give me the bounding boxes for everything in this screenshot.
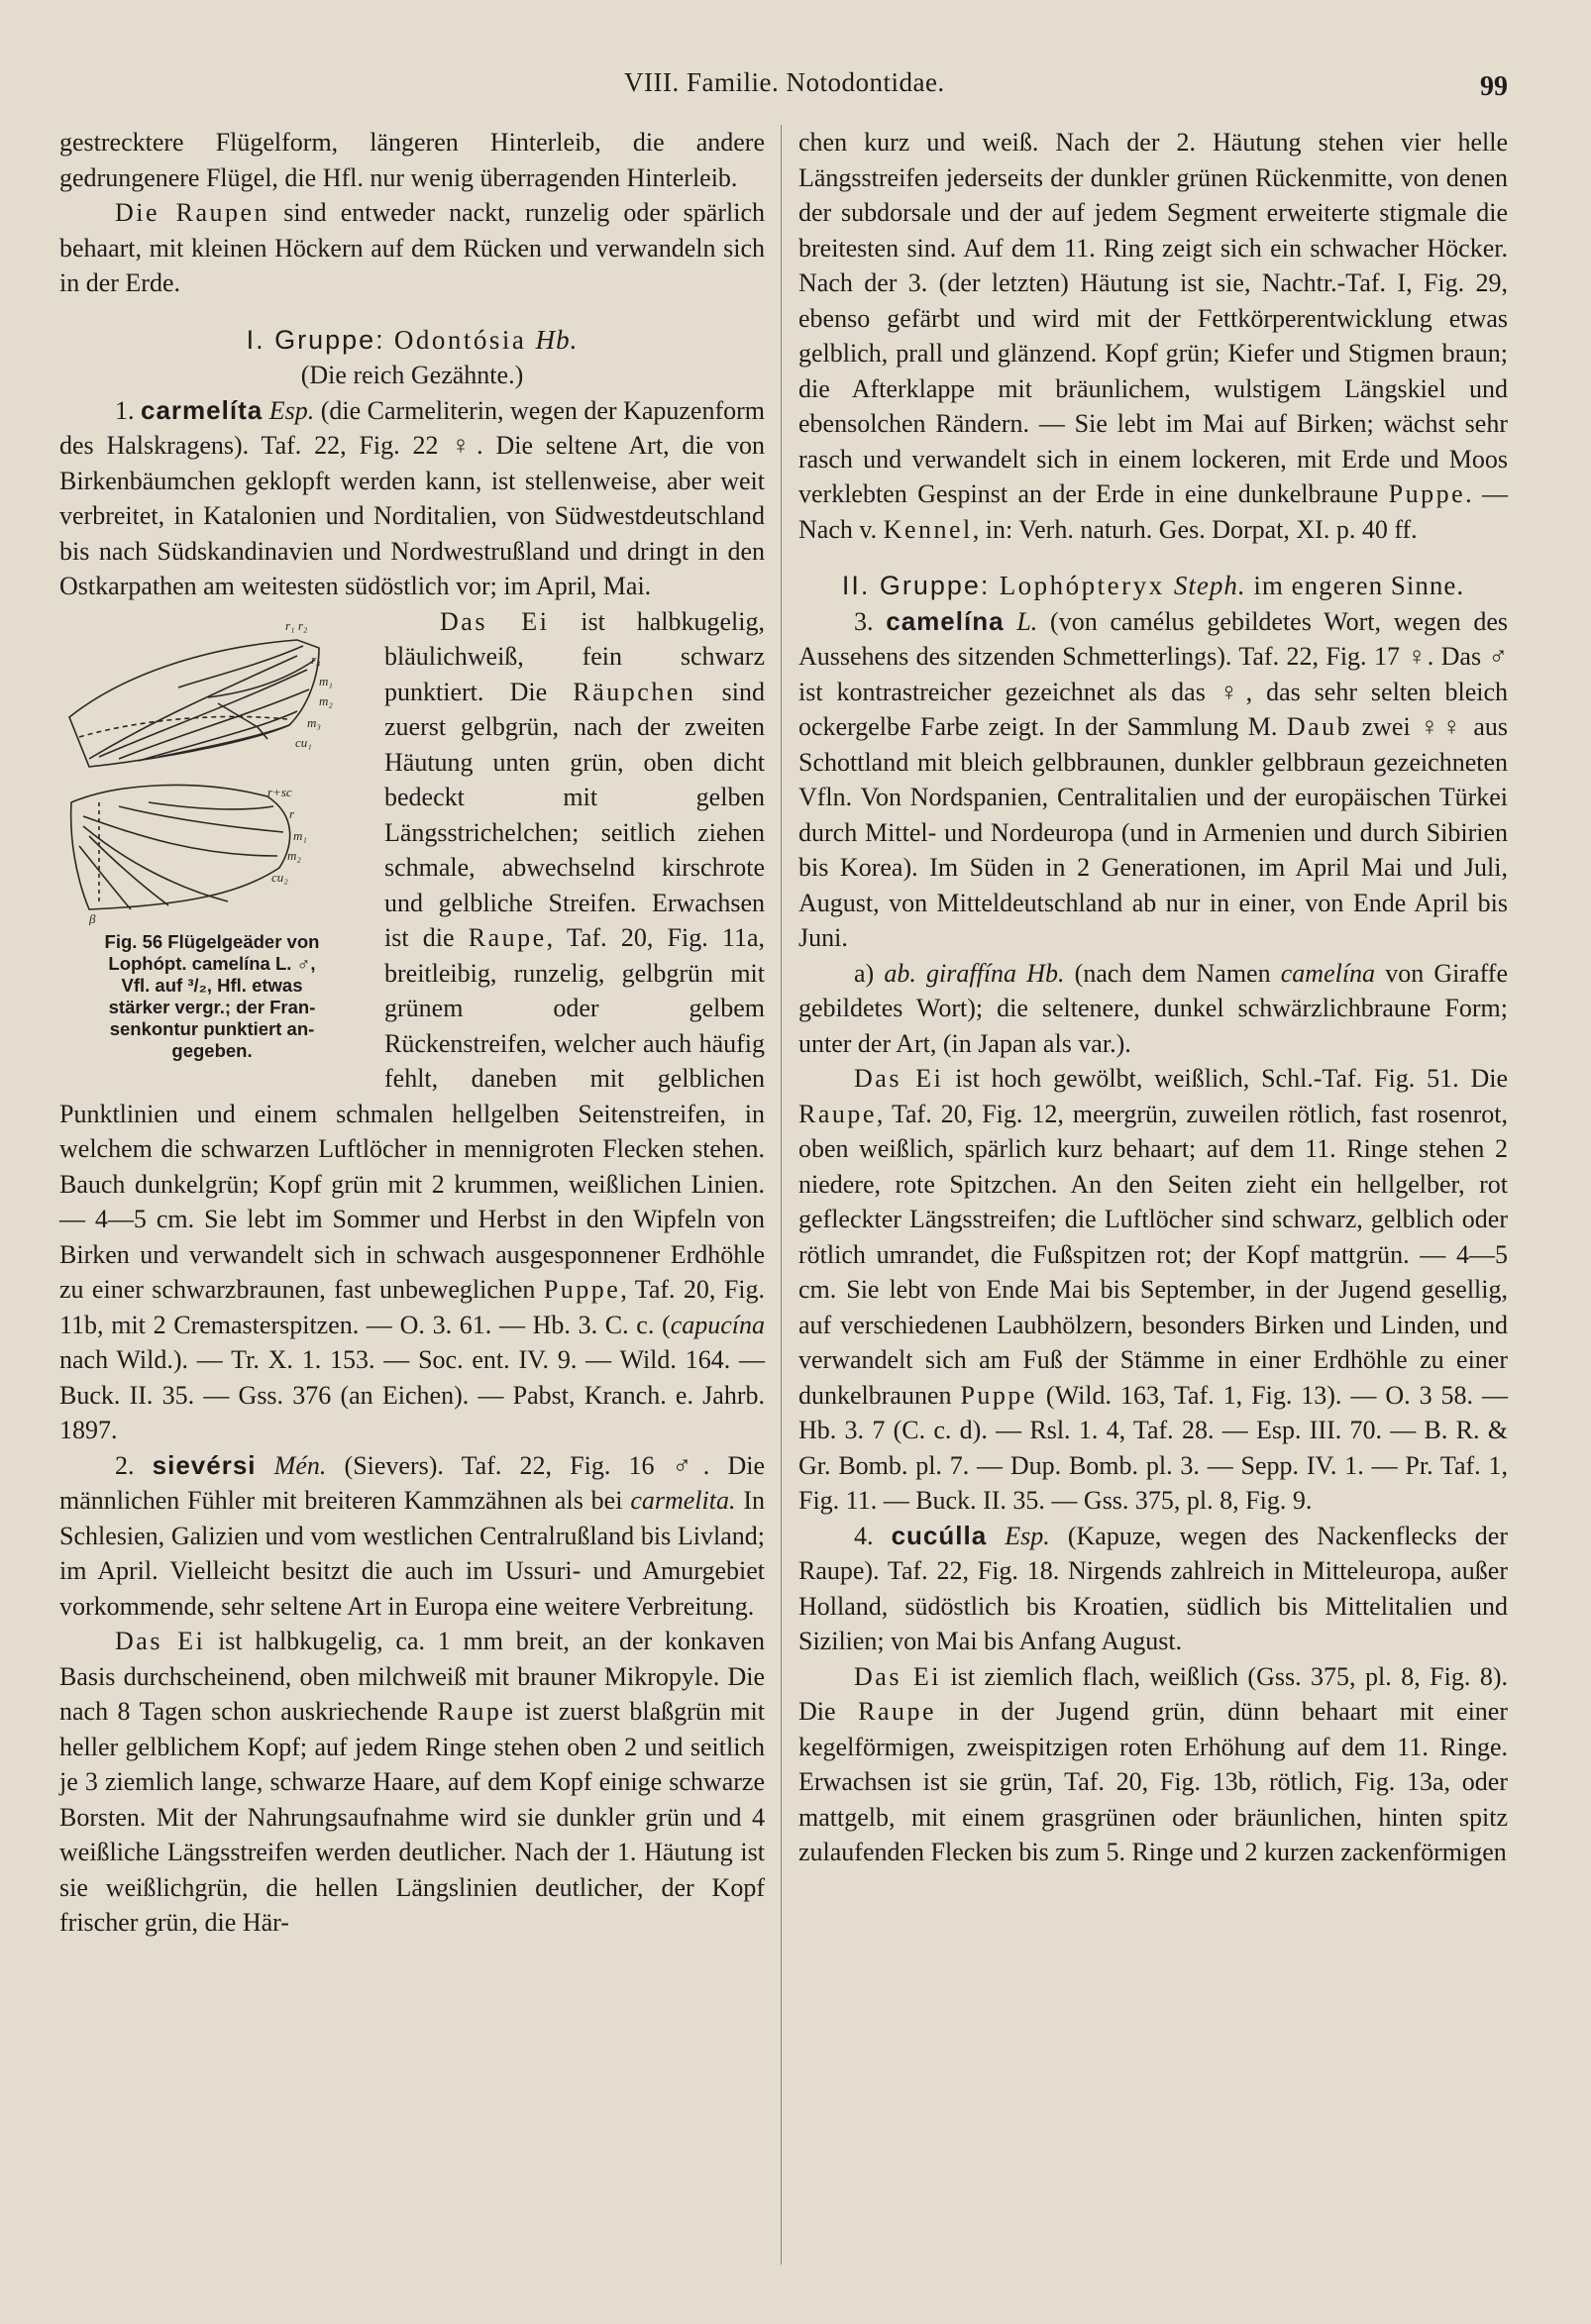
svg-text:r+sc: r+sc — [267, 784, 292, 799]
italic-name: camelína — [1280, 958, 1376, 988]
italic-name: carmelita. — [630, 1486, 736, 1515]
text-run: (Wild. 163, Taf. 1, Fig. 13). — O. 3 58. — Hb. 3. 7 (C. c. d). — Rsl. 1. 4, Taf. 28. — Esp. III. 70. — B. R. & Gr. Bomb. pl. 7. — Dup. Bomb. pl. 3. — Sepp. IV. 1. — Pr. Taf. 1, Fig. 11. — Buck. II. 35. — Gss. 375, pl. 8, Fig. 9. — [798, 1380, 1508, 1515]
term-ei: Das Ei — [854, 1661, 942, 1691]
caterpillar-intro — [59, 195, 765, 301]
term-puppe: Puppe — [543, 1275, 621, 1304]
term-raupen: Die Raupen — [115, 198, 270, 227]
term-raupe: Raupe — [437, 1697, 516, 1726]
term-raeupchen: Räupchen — [573, 677, 696, 706]
svg-text:m₂: m₂ — [287, 847, 301, 863]
group-1-author: Hb. — [535, 324, 579, 355]
left-column — [59, 125, 765, 2265]
camelina-life-history — [798, 1061, 1508, 1519]
svg-text:m₃: m₃ — [307, 714, 321, 730]
caption-line: Lophópt. camelína L. ♂, — [108, 952, 316, 974]
term-ei: Das Ei — [854, 1064, 944, 1093]
species-author: Mén. — [256, 1450, 327, 1480]
text-run: von Giraffe gebildetes Wort); die seltenere, dunkel schwärzlichbraune Form; unter der Art, (in Japan als var.). — [798, 958, 1508, 1058]
family-heading: VIII. Familie. Notodontidae. — [624, 67, 945, 97]
svg-text:r₁ r₂: r₁ r₂ — [285, 617, 308, 633]
camelina-aberration — [798, 956, 1508, 1062]
text-run: zwei ♀♀ aus Schottland mit bleich gelbbraunen, dunkler gelbbraun gezeichneten Vfln. Von Nordspanien, Centralitalien und der europäischen Türkei durch Mittel- und Nordeuropa (und in Armenien und durch Sibirien bis Korea). Im Süden in 2 Generationen, im April Mai und Juli, August, von Mitteldeutschland ab nur in einer, von Ende April bis Juni. — [798, 712, 1508, 952]
svg-text:m₂: m₂ — [319, 692, 333, 708]
intro-paragraph: gestrecktere Flügelform, längeren Hinterleib, die andere gedrungenere Flügel, die Hfl. nur wenig überragenden Hinterleib. — [59, 128, 765, 192]
caption-line: gegeben. — [171, 1039, 253, 1061]
group-1-heading — [59, 323, 765, 359]
text-run: ist ziemlich flach, weißlich (Gss. 375, pl. 8, Fig. 8). Die — [798, 1661, 1508, 1726]
text-run: in der Jugend grün, dünn behaart mit einer kegelförmigen, zweispitzigen roten Erhöhung auf dem 11. Ringe. Erwachsen ist sie grün, Taf. 20, Fig. 13b, rötlich, Fig. 13a, oder mattgelb, mit einem grasgrünen oder bräunlichen, hinten spitz zulaufenden Flecken bis zum 5. Ringe und 2 kurzen zackenförmigen — [798, 1697, 1509, 1866]
species-cucullina — [798, 1519, 1508, 1659]
group-1-genus: Odontósia — [384, 324, 536, 355]
term-raupe: Raupe — [798, 1099, 877, 1128]
cucullina-life-history — [798, 1659, 1508, 1870]
text-run: sind zuerst gelbgrün, nach der zweiten Häutung unten grün, oben dicht bedeckt mit gelben Längsstrichelchen; seitlich ziehen schmale, abwechselnd kirschrote und gelbliche Streifen. Erwachsen ist die — [384, 677, 765, 952]
text-run: , Taf. 20, Fig. 11a, breitleibig, runzelig, gelbgrün mit grünem oder gelbem Rückenstreifen, welcher auch häufig fehlt, daneben mit gelblichen Punktlinien und einem schmalen hellgelben Seitenstreifen, in welchem die schwarzen Luftlöcher in mennigroten Flecken stehen. Bauch dunkelgrün; Kopf grün mit 2 krummen, weißlichen Linien. — 4—5 cm. Sie lebt im Sommer und Herbst in den Wipfeln von Birken und verwandelt sich in schwach ausgesponnener Erdhöhle zu einer schwarzbraunen, fast unbeweglichen — [59, 923, 765, 1304]
caption-line: Vfl. auf ³/₂, Hfl. etwas — [121, 974, 303, 996]
species-author: Esp. — [263, 395, 315, 425]
wing-venation-illustration — [59, 608, 365, 925]
text-run: ist zuerst blaßgrün mit heller gelblichem Kopf; auf jedem Ringe stehen oben 2 und seitlich je 3 ziemlich lange, schwarze Haare, auf dem Kopf einige schwarze Borsten. Mit der Nahrungsaufnahme wird sie dunkler grün und 4 weißliche Längsstreifen werden deutlicher. Nach der 1. Häutung ist sie weißlichgrün, die hellen Längslinien deutlicher, der Kopf frischer grün, die Här- — [59, 1697, 765, 1937]
sieversi-life-history — [59, 1624, 765, 1941]
text-run: ist hoch gewölbt, weißlich, Schl.-Taf. Fig. 51. Die — [943, 1064, 1508, 1093]
text-run: , Taf. 20, Fig. 11b, mit 2 Cremasterspitzen. — O. 3. 61. — Hb. 3. C. c. ( — [59, 1275, 765, 1339]
caption-line: Fig. 56 Flügelgeäder von — [104, 930, 320, 952]
species-name: cucúlla — [891, 1520, 988, 1550]
text-run: , in: Verh. naturh. Ges. Dorpat, XI. p. 40 ff. — [972, 514, 1418, 544]
species-name: sievérsi — [152, 1449, 257, 1480]
italic-name: ab. giraffína Hb. — [884, 958, 1065, 988]
group-2-heading — [798, 569, 1508, 604]
svg-text:m₁: m₁ — [319, 673, 333, 688]
text-run: nach Wild.). — Tr. X. 1. 153. — Soc. ent. IV. 9. — Wild. 164. — Buck. II. 35. — Gss. 376 (an Eichen). — Pabst, Kranch. e. Jahrb. 1897. — [59, 1345, 765, 1444]
species-author: L. — [1004, 606, 1038, 636]
term-puppe: Puppe — [960, 1380, 1037, 1410]
group-2-genus: Lophópteryx — [990, 571, 1174, 600]
right-column — [798, 125, 1508, 2265]
species-number: 2. — [115, 1450, 153, 1480]
text-run: (von camélus gebildetes Wort, wegen des Aussehens des sitzenden Schmetterlings). Taf. 22, Fig. 17 ♀. Das ♂ ist kontrastreicher gezeichnet als das ♀, das sehr selten bleich ockergelbe Farbe zeigt. In der Sammlung M. — [798, 606, 1509, 741]
text-run: , Taf. 20, Fig. 12, meergrün, zuweilen rötlich, fast rosenrot, oben weißlich, spärlich kurz behaart; auf dem 11. Ringe stehen 2 niedere, rote Spitzchen. An den Seiten zieht ein hellgelber, rot gefleckter Längsstreifen; die Luftlöcher sind schwarz, gelblich oder rötlich umrandet, die Fußspitzen rot; der Kopf mattgrün. — 4—5 cm. Sie lebt von Ende Mai bis September, in der Jugend gesellig, auf verschiedenen Laubhölzern, besonders Birken und Linden, und verwandelt sich am Fuß der Stämme in einer Erdhöhle zu einer dunkelbraunen — [798, 1099, 1508, 1410]
species-name: camelína — [886, 605, 1005, 636]
species-number: 4. — [854, 1521, 892, 1550]
term-ei: Das Ei — [440, 606, 550, 636]
svg-text:r₄: r₄ — [311, 651, 321, 667]
term-puppe: Puppe — [1388, 479, 1466, 508]
species-text: (die Carmeliterin, wegen der Kapuzenform des Halskragens). Taf. 22, Fig. 22 ♀. Die seltene Art, die von Birkenbäumchen geklopft werden kann, ist stellenweise, aber weit verbreitet, in Katalonien und Norditalien, von Südwestdeutschland bis nach Südskandinavien und Nordwestrußland und dringt in den Ostkarpathen am weitesten südöstlich vor; im April, Mai. — [59, 395, 765, 600]
author-daub: Daub — [1286, 712, 1353, 741]
svg-text:cu₁: cu₁ — [295, 734, 312, 750]
text-run: a) — [854, 958, 885, 988]
text-run: (Sievers). Taf. 22, Fig. 16 ♂. Die männlichen Fühler mit breiteren Kammzähnen als bei — [59, 1450, 766, 1515]
species-camelina — [798, 604, 1508, 956]
italic-name: capucína — [670, 1310, 765, 1339]
species-number: 3. — [854, 606, 887, 636]
author-kennel: Kennel — [883, 514, 973, 544]
figure-caption — [59, 931, 365, 1062]
species-sieversi — [59, 1448, 765, 1625]
svg-text:β: β — [89, 910, 96, 925]
text-run: chen kurz und weiß. Nach der 2. Häutung stehen vier helle Längsstreifen jederseits der dunkler grünen Rückenmitte, von denen der subdorsale und der auf jedem Segment erweiterte stigmale die breitesten sind. Auf dem 11. Ring zeigt sich ein schwacher Höcker. Nach der 3. (der letzten) Häutung ist sie, Nachtr.-Taf. I, Fig. 29, ebenso gefärbt und wird mit der Fettkörperentwicklung etwas gelblich, prall und glänzend. Kopf grün; Kiefer und Stigmen braun; die Afterklappe mit bräunlichem, wulstigem Längskiel und ebensolchen Rändern. — Sie lebt im Mai auf Birken; wächst sehr rasch und verwandelt sich in einem lockeren, mit Erde und Moos verklebten Gespinst an der Erde in eine dunkelbraune — [798, 128, 1508, 508]
term-raupe: Raupe — [858, 1697, 937, 1726]
text-run: . — Nach v. — [798, 479, 1509, 544]
svg-text:r: r — [289, 805, 295, 821]
group-1-label: I. Gruppe: — [246, 324, 385, 355]
group-1-subtitle: (Die reich Gezähnte.) — [300, 361, 524, 389]
species-name: carmelíta — [141, 394, 264, 425]
text-run: ist halbkugelig, bläulichweiß, fein schwarz punktiert. Die — [384, 606, 765, 706]
text-run: (nach dem Namen — [1064, 958, 1281, 988]
text-run: ist halbkugelig, ca. 1 mm breit, an der konkaven Basis durchscheinend, oben milchweiß mit brauner Mikropyle. Die nach 8 Tagen schon auskriechende — [59, 1627, 765, 1726]
caption-line: stärker vergr.; der Fran- — [108, 996, 316, 1017]
species-number: 1. — [115, 395, 141, 425]
svg-text:m₁: m₁ — [293, 827, 307, 843]
column-divider — [781, 125, 782, 2265]
wing-venation-figure — [59, 608, 365, 1062]
caption-line: senkontur punktiert an- — [109, 1017, 315, 1039]
caterpillar-intro-text: sind entweder nackt, runzelig oder spärlich behaart, mit kleinen Höckern auf dem Rücken und verwandeln sich in der Erde. — [59, 198, 765, 297]
group-2-author: Steph. — [1173, 571, 1246, 600]
text-run: In Schlesien, Galizien und vom westlichen Centralrußland bis Livland; im April. Vielleicht besitzt die auch im Ussuri- und Amurgebiet vorkommende, sehr seltene Art in Europa eine weitere Verbreitung. — [59, 1486, 765, 1621]
svg-text:cu₂: cu₂ — [271, 869, 288, 885]
page-number: 99 — [1480, 71, 1508, 102]
term-raupe: Raupe — [468, 923, 547, 952]
group-2-label: II. Gruppe: — [841, 571, 991, 600]
term-ei: Das Ei — [115, 1627, 206, 1655]
text-run: (Kapuze, wegen des Nackenflecks der Raupe). Taf. 22, Fig. 18. Nirgends zahlreich in Mitteleuropa, außer Holland, südöstlich bis Kroatien, südlich bis Mittelitalien und Sizilien; von Mai bis Anfang August. — [798, 1521, 1508, 1655]
species-carmelita — [59, 393, 765, 604]
species-author: Esp. — [987, 1521, 1050, 1550]
sieversi-continued — [798, 125, 1508, 547]
running-header — [0, 67, 1591, 107]
group-2-rest: im engeren Sinne. — [1245, 571, 1465, 600]
